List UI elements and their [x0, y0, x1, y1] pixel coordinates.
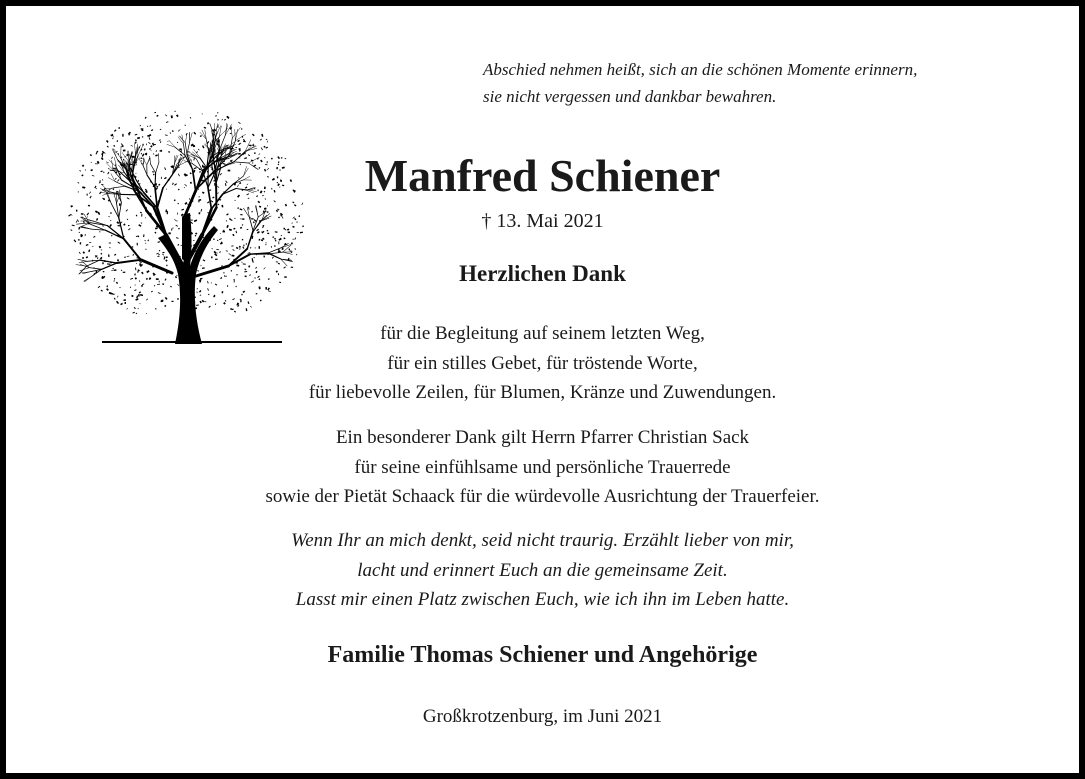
twig-mark — [150, 125, 151, 127]
twig-mark — [190, 117, 192, 119]
twig-mark — [213, 251, 216, 254]
twig-mark — [207, 122, 209, 124]
twig-mark — [213, 238, 215, 240]
twig-mark — [217, 112, 218, 113]
twig-mark — [196, 292, 198, 293]
twig-mark — [111, 235, 113, 237]
twig-mark — [196, 305, 199, 306]
twig-mark — [117, 296, 118, 298]
twig-mark — [101, 249, 102, 250]
twig-mark — [239, 247, 240, 249]
twig-mark — [223, 302, 226, 305]
twig-mark — [241, 128, 242, 130]
twig-mark — [122, 134, 123, 137]
special-thanks-line: Ein besonderer Dank gilt Herrn Pfarrer Christian Sack — [335, 427, 750, 448]
twig-mark — [219, 251, 221, 253]
twig-mark — [232, 298, 235, 300]
twig-mark — [252, 134, 255, 137]
twig-mark — [217, 119, 218, 121]
twig-mark — [138, 308, 139, 309]
twig-mark — [154, 112, 156, 113]
twig-mark — [162, 252, 164, 253]
twig-mark — [222, 291, 224, 293]
twig-mark — [246, 308, 248, 311]
twig-mark — [204, 301, 206, 302]
twig-mark — [278, 241, 279, 244]
twig-mark — [92, 246, 93, 247]
branch-line — [210, 124, 213, 135]
twig-mark — [100, 253, 102, 255]
twig-mark — [199, 290, 201, 293]
twig-mark — [178, 129, 181, 131]
twig-mark — [283, 237, 285, 239]
twig-mark — [282, 248, 284, 250]
twig-mark — [208, 294, 210, 296]
twig-mark — [79, 252, 81, 254]
twig-mark — [243, 245, 244, 247]
thanks-line: für liebevolle Zeilen, für Blumen, Kränze und Zuwendungen. — [308, 382, 777, 403]
twig-mark — [231, 255, 234, 257]
twig-mark — [174, 111, 176, 112]
twig-mark — [88, 249, 90, 252]
twig-mark — [109, 247, 111, 248]
twig-mark — [230, 133, 232, 134]
twig-mark — [171, 301, 173, 302]
twig-mark — [136, 236, 138, 237]
twig-mark — [123, 299, 126, 301]
twig-mark — [109, 243, 111, 244]
twig-mark — [158, 241, 161, 243]
place-date: Großkrotzenburg, im Juni 2021 — [422, 706, 663, 727]
twig-mark — [200, 135, 202, 137]
twig-mark — [112, 137, 114, 139]
twig-mark — [146, 298, 148, 300]
twig-mark — [288, 248, 290, 250]
twig-mark — [151, 291, 153, 293]
twig-mark — [147, 126, 148, 127]
twig-mark — [262, 238, 264, 240]
twig-mark — [242, 246, 244, 248]
twig-mark — [165, 297, 168, 300]
twig-mark — [114, 254, 116, 256]
twig-mark — [126, 308, 128, 309]
twig-mark — [224, 119, 226, 121]
branch-line — [190, 133, 193, 143]
twig-mark — [117, 140, 119, 142]
twig-mark — [165, 135, 168, 136]
twig-mark — [219, 238, 222, 240]
twig-mark — [236, 247, 239, 249]
twig-mark — [164, 305, 166, 307]
twig-mark — [147, 239, 149, 241]
twig-mark — [145, 243, 146, 244]
twig-mark — [232, 309, 234, 311]
twig-mark — [134, 307, 136, 309]
twig-mark — [176, 114, 179, 117]
twig-mark — [136, 295, 138, 298]
poem-line: Lasst mir einen Platz zwischen Euch, wie ich ihn im Leben hatte. — [295, 589, 790, 610]
thanks-text — [6, 319, 1079, 408]
twig-mark — [83, 251, 86, 254]
twig-mark — [166, 121, 169, 123]
quote-line: Abschied nehmen heißt, sich an die schönen Momente erinnern, — [483, 60, 918, 79]
twig-mark — [136, 313, 138, 315]
twig-mark — [74, 239, 77, 242]
twig-mark — [250, 306, 252, 308]
deceased-name: Manfred Schiener — [364, 150, 721, 201]
twig-mark — [250, 247, 252, 249]
twig-mark — [155, 308, 156, 310]
twig-mark — [109, 292, 112, 295]
twig-mark — [157, 256, 159, 257]
twig-mark — [145, 117, 147, 119]
twig-mark — [128, 132, 131, 135]
twig-mark — [170, 132, 172, 134]
twig-mark — [145, 248, 146, 249]
twig-mark — [204, 127, 207, 129]
twig-mark — [140, 125, 141, 126]
twig-mark — [265, 242, 266, 243]
twig-mark — [256, 293, 258, 294]
twig-mark — [106, 140, 109, 143]
twig-mark — [162, 254, 164, 256]
twig-mark — [139, 303, 140, 304]
thanks-line: für ein stilles Gebet, für tröstende Worte, — [387, 352, 698, 374]
twig-mark — [147, 135, 150, 137]
twig-mark — [156, 253, 159, 255]
twig-mark — [108, 254, 110, 257]
twig-mark — [117, 242, 120, 244]
twig-mark — [232, 249, 234, 251]
twig-mark — [184, 125, 185, 126]
twig-mark — [149, 137, 151, 140]
twig-mark — [217, 240, 219, 242]
twig-mark — [258, 239, 260, 241]
poem-line: lacht und erinnert Euch an die gemeinsame Zeit. — [357, 559, 728, 581]
twig-mark — [160, 300, 163, 302]
twig-mark — [137, 235, 139, 237]
twig-mark — [295, 248, 296, 250]
twig-mark — [272, 236, 274, 237]
twig-mark — [165, 114, 167, 116]
twig-mark — [246, 243, 247, 244]
twig-mark — [294, 237, 296, 239]
twig-mark — [242, 239, 244, 241]
twig-mark — [278, 238, 281, 241]
twig-mark — [125, 302, 126, 304]
thanks-line: für die Begleitung auf seinem letzten Weg, — [380, 323, 705, 344]
twig-mark — [237, 140, 240, 142]
twig-mark — [138, 294, 140, 297]
twig-mark — [80, 242, 82, 244]
twig-mark — [240, 300, 241, 302]
twig-mark — [120, 303, 123, 305]
twig-mark — [177, 142, 178, 143]
twig-mark — [296, 254, 297, 256]
twig-mark — [151, 129, 153, 131]
twig-mark — [290, 250, 292, 253]
twig-mark — [176, 237, 179, 239]
twig-mark — [193, 240, 195, 241]
poem-text — [6, 526, 1079, 615]
branch-line — [283, 252, 293, 254]
twig-mark — [211, 248, 213, 249]
twig-mark — [234, 311, 236, 313]
twig-mark — [230, 308, 232, 310]
twig-mark — [241, 294, 242, 296]
twig-mark — [222, 119, 224, 120]
twig-mark — [146, 143, 147, 145]
twig-mark — [242, 290, 245, 293]
twig-mark — [271, 246, 272, 248]
branch-line — [231, 126, 232, 139]
poem-line: Wenn Ihr an mich denkt, seid nicht traurig. Erzählt lieber von mir, — [291, 530, 794, 551]
twig-mark — [142, 136, 144, 138]
twig-mark — [195, 235, 197, 237]
twig-mark — [135, 139, 137, 141]
twig-mark — [78, 239, 80, 241]
special-thanks-text — [6, 423, 1079, 512]
twig-mark — [215, 303, 216, 305]
twig-mark — [229, 253, 232, 255]
twig-mark — [135, 298, 138, 300]
twig-mark — [208, 306, 210, 308]
twig-mark — [238, 122, 241, 124]
twig-mark — [199, 301, 201, 304]
death-date: † 13. Mai 2021 — [481, 210, 604, 232]
twig-mark — [124, 294, 126, 297]
twig-mark — [172, 130, 174, 132]
twig-mark — [255, 248, 257, 249]
twig-mark — [202, 113, 203, 114]
twig-mark — [260, 300, 262, 302]
twig-mark — [148, 142, 151, 145]
twig-mark — [160, 141, 161, 143]
twig-mark — [214, 253, 217, 256]
branch-line — [235, 129, 237, 141]
branch-line — [124, 239, 141, 260]
thanks-heading: Herzlichen Dank — [459, 261, 626, 286]
twig-mark — [259, 246, 261, 249]
twig-mark — [238, 143, 241, 146]
twig-mark — [293, 239, 294, 240]
twig-mark — [177, 298, 178, 300]
twig-mark — [215, 115, 217, 117]
twig-mark — [159, 250, 161, 252]
twig-mark — [266, 139, 267, 140]
special-thanks-line: sowie der Pietät Schaack für die würdevolle Ausrichtung der Trauerfeier. — [265, 486, 820, 507]
twig-mark — [200, 294, 202, 295]
twig-mark — [231, 245, 233, 246]
twig-mark — [113, 136, 114, 137]
twig-mark — [118, 127, 120, 129]
twig-mark — [177, 244, 179, 246]
twig-mark — [86, 244, 89, 246]
twig-mark — [159, 139, 161, 141]
opening-quote — [483, 56, 1043, 110]
twig-mark — [261, 134, 263, 137]
twig-mark — [116, 301, 119, 304]
twig-mark — [267, 141, 268, 143]
twig-mark — [133, 254, 134, 256]
twig-mark — [154, 144, 156, 145]
twig-mark — [167, 141, 168, 142]
twig-mark — [265, 244, 266, 245]
twig-mark — [99, 246, 102, 249]
twig-mark — [281, 235, 282, 236]
twig-mark — [114, 129, 117, 132]
twig-mark — [139, 291, 142, 293]
twig-mark — [156, 115, 158, 117]
twig-mark — [226, 250, 228, 251]
twig-mark — [202, 300, 205, 303]
twig-mark — [95, 255, 97, 256]
twig-mark — [134, 141, 137, 144]
family-signature: Familie Thomas Schiener und Angehörige — [327, 642, 758, 668]
branch-line — [269, 252, 283, 254]
twig-mark — [135, 134, 138, 136]
twig-mark — [260, 139, 262, 141]
twig-mark — [247, 301, 249, 304]
twig-mark — [158, 292, 161, 294]
twig-mark — [144, 240, 145, 241]
twig-mark — [158, 254, 160, 256]
twig-mark — [137, 243, 138, 246]
quote-line: sie nicht vergessen und dankbar bewahren. — [483, 87, 777, 106]
twig-mark — [275, 240, 277, 242]
twig-mark — [193, 132, 196, 135]
twig-mark — [274, 245, 275, 247]
branch-line — [185, 135, 187, 143]
twig-mark — [268, 291, 271, 292]
twig-mark — [137, 137, 140, 139]
twig-mark — [127, 256, 130, 257]
twig-mark — [225, 300, 227, 302]
special-thanks-line: für seine einfühlsame und persönliche Trauerrede — [354, 456, 731, 478]
twig-mark — [160, 129, 161, 130]
twig-mark — [274, 238, 276, 240]
twig-mark — [89, 242, 91, 243]
twig-mark — [216, 249, 219, 250]
twig-mark — [114, 298, 116, 300]
twig-mark — [132, 312, 135, 314]
twig-mark — [146, 313, 147, 314]
twig-mark — [131, 295, 133, 297]
twig-mark — [140, 294, 143, 296]
